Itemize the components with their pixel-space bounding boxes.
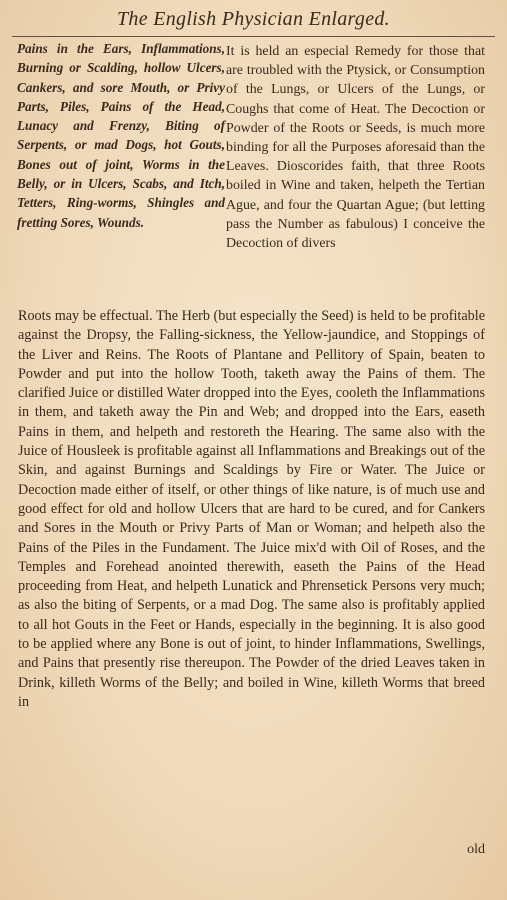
catchword: old — [467, 842, 485, 857]
virtues-list-text: Pains in the Ears, Inflammations, Burning or Scalding, hollow Ulcers, Cankers, and sore Mouth, or Privy Parts, Piles, Pains of the Head, Lunacy and Frenzy, Biting of Serpents, or mad Dogs, hot Gouts, Bones out of joint, Worms in the Belly, or in Ulcers, Scabs, and Itch, Tetters, Ring-worms, Shingles and fretting Sores, Wounds. — [17, 41, 225, 230]
marginal-virtues-column — [17, 39, 225, 232]
body-column-text: It is held an especial Remedy for those that are troubled with the Ptysick, or Consumption of the Lungs, or Ulcers of the Lungs, or Coughs that come of Heat. The Decoction or Powder of the Roots or Seeds, is much more binding for all the Purposes aforesaid than the Leaves. Dioscorides faith, that three Roots boiled in Wine and taken, helpeth the Tertian Ague, and four the Quartan Ague; (but letting pass the Number as fabulous) I conceive the Decoction of divers — [226, 44, 485, 252]
header-rule — [12, 36, 495, 37]
running-title: The English Physician Enlarged. — [117, 8, 390, 30]
body-column — [226, 42, 485, 253]
body-full-width — [18, 307, 485, 712]
body-full-text: Roots may be effectual. The Herb (but especially the Seed) is held to be profitable against the Dropsy, the Falling-sickness, the Yellow-jaundice, and Stoppings of the Liver and Reins. The Roots of Plantane and Pellitory of Spain, beaten to Powder and put into the hollow Tooth, taketh away the Pains of them. The clarified Juice or distilled Water dropped into the Eyes, cooleth the Inflammations in them, and taketh away the Pin and Web; and dropped into the Ears, easeth Pains in them, and helpeth and restoreth the Hearing. The same also with the Juice of Housleek is profitable against all Inflammations and Breakings out of the Skin, and against Burnings and Scaldings by Fire or Water. The Juice or Decoction made either of itself, or other things of like nature, is of much use and good effect for old and hollow Ulcers that are hard to be cured, and for Cankers and Sores in the Mouth or Privy Parts of Man or Woman; and helpeth also the Pains of the Piles in the Fundament. The Juice mix'd with Oil of Roses, and the Temples and Forehead anointed therewith, easeth the Pains of the Head proceeding from Heat, and helpeth Lunatick and Phrensetick Persons very much; as also the biting of Serpents, or a mad Dog. The same also is profitably applied to all hot Gouts in the Feet or Hands, especially in the beginning. It is also good to be applied where any Bone is out of joint, to hinder Inflammations, Swellings, and Pains that presently rise thereupon. The Powder of the dried Leaves taken in Drink, killeth Worms of the Belly; and boiled in Wine, killeth Worms that breed in — [18, 308, 485, 710]
